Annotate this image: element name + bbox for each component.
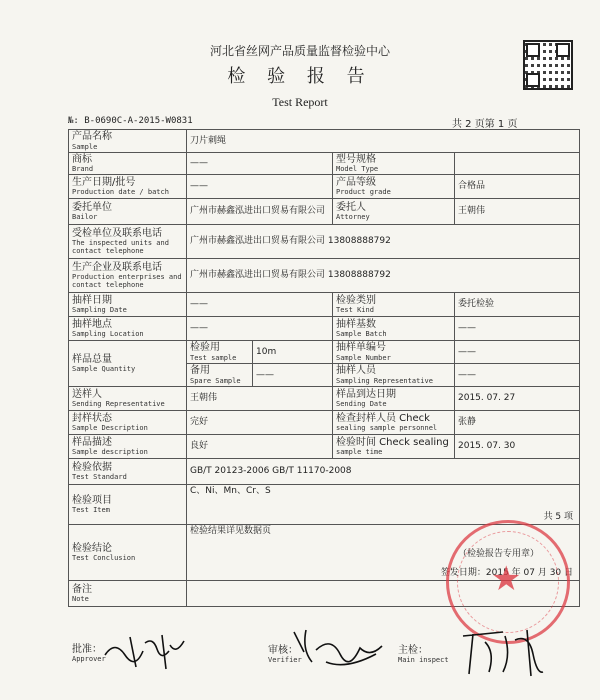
report-number: №: B-0690C-A-2015-W0831 — [68, 116, 193, 126]
org-name: 河北省丝网产品质量监督检验中心 — [209, 44, 390, 58]
row-test-sample: 样品总量 Sample Quantity 检验用 Test sample 10m 抽样单编号 Sample Number —— — [69, 341, 580, 364]
row-sampling-location: 抽样地点 Sampling Location —— 抽样基数 Sample Batch —— — [69, 317, 580, 341]
report-title-en: Test Report — [272, 95, 328, 109]
qr-code-icon — [523, 40, 573, 90]
approver-signature — [100, 625, 190, 675]
row-inspected-unit: 受检单位及联系电话 The inspected units and contact telephone 广州市赫鑫泓进出口贸易有限公司 13808888792 — [69, 225, 580, 259]
sample-value: 刀片刺绳 — [187, 130, 580, 153]
row-bailor: 委托单位 Bailor 广州市赫鑫泓进出口贸易有限公司 委托人 Attorney 王朝伟 — [69, 199, 580, 225]
row-sending: 送样人 Sending Representative 王朝伟 样品到达日期 Sending Date 2015. 07. 27 — [69, 387, 580, 411]
seal-note: （检验报告专用章） — [458, 549, 540, 560]
verifier-signature — [286, 622, 396, 677]
inspector-signature — [455, 622, 555, 682]
row-test-standard: 检验依据 Test Standard GB/T 20123-2006 GB/T 11170-2008 — [69, 459, 580, 485]
row-note: 备注 Note — [69, 581, 580, 607]
row-sampling-date: 抽样日期 Sampling Date —— 检验类别 Test Kind 委托检验 — [69, 293, 580, 317]
row-seal-state: 封样状态 Sample Description 完好 检查封样人员 Check sealing sample personnel 张静 — [69, 411, 580, 435]
row-spare-sample: 备用 Spare Sample —— 抽样人员 Sampling Representative —— — [69, 364, 580, 387]
row-conclusion: 检验结论 Test Conclusion 检验结果详见数据页 （检验报告专用章） 签发日期：2015 年 07 月 30 日 — [69, 525, 580, 581]
page-count: 共 2 页第 1 页 — [452, 119, 518, 130]
row-sample: 产品名称 Sample 刀片刺绳 — [69, 130, 580, 153]
row-brand: 商标 Brand —— 型号规格 Model Type — [69, 152, 580, 175]
row-production-date: 生产日期/批号 Production date / batch —— 产品等级 Product grade 合格品 — [69, 175, 580, 199]
issue-date: 签发日期：2015 年 07 月 30 日 — [440, 567, 574, 578]
row-sample-description: 样品描述 Sample description 良好 检验时间 Check sealing sample time 2015. 07. 30 — [69, 435, 580, 459]
official-seal-stamp: ★ — [446, 520, 570, 644]
test-item-count: 共 5 项 — [543, 511, 574, 522]
row-test-item: 检验项目 Test Item C、Ni、Mn、Cr、S 共 5 项 — [69, 485, 580, 525]
approver-label: 批准： Approver — [72, 644, 106, 663]
report-title: 检 验 报 告 — [227, 66, 373, 87]
inspector-label: 主检： Main inspect — [398, 645, 449, 664]
row-production-enterprise: 生产企业及联系电话 Production enterprises and contact telephone 广州市赫鑫泓进出口贸易有限公司 13808888792 — [69, 259, 580, 293]
verifier-label: 审核： Verifier — [268, 645, 302, 664]
